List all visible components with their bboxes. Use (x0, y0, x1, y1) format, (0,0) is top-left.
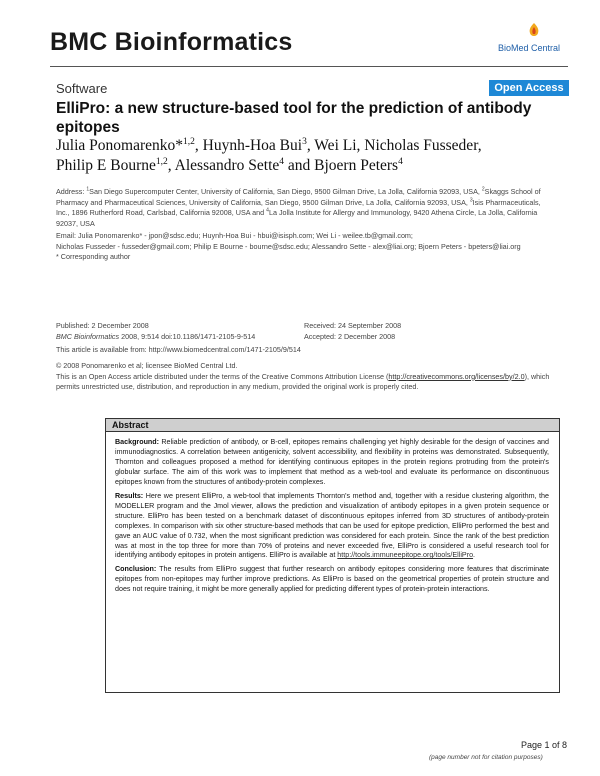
open-access-badge[interactable]: Open Access (489, 80, 569, 96)
publisher-logo[interactable] (498, 22, 568, 58)
published-date: Published: 2 December 2008 (56, 321, 149, 330)
copyright-line: © 2008 Ponomarenko et al; licensee BioMed Central Ltd. (56, 361, 238, 370)
header-divider (50, 66, 568, 67)
received-accepted-dates (304, 321, 504, 342)
corresponding-author-note: * Corresponding author (56, 252, 131, 262)
article-title: ElliPro: a new structure-based tool for the prediction of antibody epitopes (56, 100, 532, 136)
author-emails (56, 231, 552, 263)
accepted-date: Accepted: 2 December 2008 (304, 331, 396, 341)
email-line[interactable]: Email: Julia Ponomarenko* - jpon@sdsc.edu; Huynh-Hoa Bui - hbui@isisph.com; Wei Li - weilee.tb@gmail.com; (56, 231, 413, 240)
ellipro-link[interactable]: http://tools.immuneepitope.org/tools/ElliPro (337, 551, 474, 560)
publication-info (56, 321, 306, 342)
author-line: Philip E Bourne$^{1,2}$, Alessandro Sette$^4$ and Bjoern Peters$^4$ (56, 156, 403, 174)
abstract-body (115, 438, 549, 599)
abstract-heading: Abstract (112, 420, 149, 430)
abstract-box (105, 418, 560, 693)
abstract-background: Background: Reliable prediction of antibody, or B-cell, epitopes remains challenging yet highly desirable for the design of vaccines and immunodiagnostics. A correlation between antigenicity, solvent accessibility, and flexibility in proteins was demonstrated. Subsequently, Thornton and colleagues proposed a method for identifying continuous epitopes in the protein regions protruding from the protein's globular surface. The aim of this work was to implement that method as a web-tool and evaluate its performance on discontinuous epitopes known from the structures of antibody-protein complexes. (115, 438, 549, 486)
abstract-conclusion: Conclusion: The results from ElliPro suggest that further research on antibody epitopes considering more features that discriminate epitopes from non-epitopes may further improve predictions. As ElliPro is based on the geometrical properties of protein structure and does not require training, it might be more generally applied for predicting different types of protein-protein interactions. (115, 565, 549, 594)
biomed-central-logo-icon (526, 22, 542, 42)
copyright-license (56, 361, 556, 393)
article-url[interactable]: This article is available from: http://www.biomedcentral.com/1471-2105/9/514 (56, 345, 301, 354)
journal-title: BMC Bioinformatics (50, 28, 293, 56)
abstract-header (106, 419, 559, 432)
author-list (56, 136, 546, 176)
publisher-logo-text: BioMed Central (498, 43, 561, 53)
citation: BMC Bioinformatics 2008, 9:514 doi:10.1186/1471-2105-9-514 (56, 331, 256, 341)
page-number-note: (page number not for citation purposes) (429, 754, 543, 761)
received-date: Received: 24 September 2008 (304, 321, 402, 330)
article-section: Software (56, 81, 108, 96)
abstract-results: Results: Here we present ElliPro, a web-tool that implements Thornton's method and, together with a residue clustering algorithm, the MODELLER program and the Jmol viewer, allows the prediction and visualization of antibody epitopes in a given protein sequence or structure. ElliPro has been tested on a benchmark dataset of discontinuous epitopes inferred from 3D structures of antibody-protein complexes. In comparison with six other structure-based methods that can be used for epitope prediction, ElliPro performed the best and gave an AUC value of 0.732, when the most significant prediction was considered for each protein. Since the rank of the best prediction was at most in the top three for more than 70% of proteins and never exceeded five, ElliPro is considered a useful research tool for identifying antibody epitopes in protein antigens. ElliPro is available at http://tools.immuneepitope.org/tools/ElliPro. (115, 491, 549, 560)
email-line[interactable]: Nicholas Fusseder - fusseder@gmail.com; Philip E Bourne - bourne@sdsc.edu; Alessandro Sette - alex@liai.org; Bjoern Peters - bpeters@liai.org (56, 241, 521, 251)
license-link[interactable]: http://creativecommons.org/licenses/by/2.0 (388, 371, 525, 381)
author-line: Julia Ponomarenko*$^{1,2}$, Huynh-Hoa Bui$^3$, Wei Li, Nicholas Fusseder, (56, 136, 482, 154)
author-addresses: Address: $^1$San Diego Supercomputer Center, University of California, San Diego, 9500 Gilman Drive, La Jolla, California 92093, USA, $^2$Skaggs School of Pharmacy and Pharmaceutical Sciences, University of California, San Diego, 9500 Gilman Drive, La Jolla, California 92093, USA, $^3$Isis Pharmaceuticals, Inc., 1896 Rutherford Road, Carlsbad, California 92008, USA and $^4$La Jolla Institute for Allergy and Immunology, 9420 Athena Circle, La Jolla, California 92037, USA (56, 186, 541, 228)
page-number: Page 1 of 8 (521, 740, 568, 750)
license-text: This is an Open Access article distributed under the terms of the Creative Commons Attribution License (http://creativecommons.org/licenses/by/2.0), which permits unrestricted use, distribution, and reproduction in any medium, provided the original work is properly cited. (56, 371, 550, 392)
